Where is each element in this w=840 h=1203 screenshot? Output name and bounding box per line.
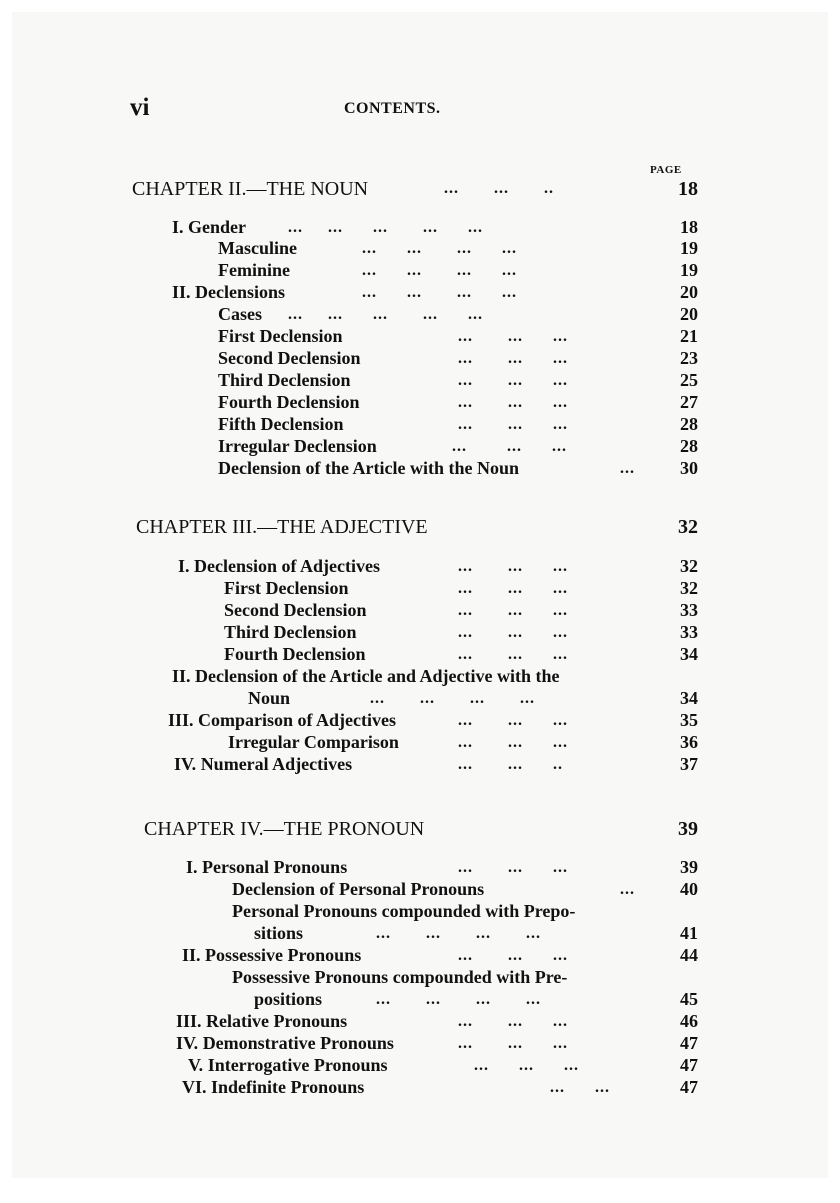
page-number: vi [130, 94, 150, 121]
entry-page: 44 [680, 945, 698, 965]
leader-dots: ... ... ... ... ... [288, 219, 483, 236]
toc-entry: Second Declension [224, 600, 367, 620]
toc-entry-continuation: positions [254, 989, 323, 1009]
toc-entry: First Declension [224, 578, 349, 598]
leader-dots: ... ... ... ... [376, 925, 541, 942]
toc-entry: Irregular Comparison [228, 732, 399, 752]
toc-entry: Irregular Declension [218, 436, 377, 456]
entry-page: 27 [680, 392, 698, 412]
leader-dots: ... ... ... [474, 1057, 579, 1074]
toc-entry: Masculine [218, 238, 297, 258]
leader-dots: ... ... ... ... [362, 240, 517, 257]
entry-page: 37 [680, 754, 698, 774]
toc-entry: Fourth Declension [218, 392, 360, 412]
toc-entry: Possessive Pronouns compounded with Pre- [232, 967, 568, 987]
toc-entry: II. Possessive Pronouns [182, 945, 362, 965]
page-column-label: PAGE [650, 164, 682, 176]
toc-entry: Third Declension [224, 622, 357, 642]
toc-entry-continuation: sitions [254, 923, 304, 943]
entry-page: 47 [680, 1055, 698, 1075]
leader-dots: ... ... ... ... [362, 262, 517, 279]
leader-dots: ... ... ... [458, 859, 568, 876]
entry-page: 33 [680, 600, 698, 620]
entry-page: 28 [680, 436, 698, 456]
toc-entry: Declension of the Article with the Noun [218, 458, 519, 478]
toc-entry: I. Gender [172, 217, 247, 237]
book-page [12, 12, 828, 1178]
entry-page: 46 [680, 1011, 698, 1031]
toc-entry: Third Declension [218, 370, 351, 390]
leader-dots: ... ... ... [452, 438, 567, 455]
leader-dots: ... ... .. [458, 756, 563, 773]
entry-page: 41 [680, 923, 698, 943]
toc-entry: Personal Pronouns compounded with Prepo- [232, 901, 576, 921]
toc-entry: VI. Indefinite Pronouns [182, 1077, 365, 1097]
entry-page: 28 [680, 414, 698, 434]
entry-page: 20 [680, 282, 698, 302]
leader-dots: ... ... ... [458, 558, 568, 575]
leader-dots: ... [620, 460, 635, 477]
entry-page: 33 [680, 622, 698, 642]
entry-page: 18 [680, 217, 698, 237]
entry-page: 32 [680, 556, 698, 576]
entry-page: 36 [680, 732, 698, 752]
leader-dots: ... ... ... ... ... [288, 306, 483, 323]
entry-page: 34 [680, 688, 698, 708]
chapter-page: 32 [678, 516, 698, 538]
leader-dots: ... [620, 881, 635, 898]
chapter-page: 18 [678, 178, 698, 200]
chapter-heading: CHAPTER II.—THE NOUN [132, 178, 369, 200]
entry-page: 35 [680, 710, 698, 730]
toc-entry: I. Declension of Adjectives [178, 556, 380, 576]
leader-dots: ... ... ... [458, 646, 568, 663]
entry-page: 23 [680, 348, 698, 368]
leader-dots: ... ... ... [458, 350, 568, 367]
running-head: CONTENTS. [344, 100, 441, 117]
leader-dots: ... ... ... [458, 394, 568, 411]
entry-page: 39 [680, 857, 698, 877]
entry-page: 19 [680, 238, 698, 258]
leader-dots: ... ... ... [458, 734, 568, 751]
chapter-page: 39 [678, 818, 698, 840]
toc-entry: Fifth Declension [218, 414, 344, 434]
entry-page: 30 [680, 458, 698, 478]
toc-entry: First Declension [218, 326, 343, 346]
leader-dots: ... ... [550, 1079, 610, 1096]
leader-dots: ... ... ... [458, 580, 568, 597]
entry-page: 20 [680, 304, 698, 324]
toc-entry: Second Declension [218, 348, 361, 368]
toc-entry: I. Personal Pronouns [186, 857, 348, 877]
entry-page: 40 [680, 879, 698, 899]
toc-entry: Feminine [218, 260, 290, 280]
leader-dots: ... ... ... ... [376, 991, 541, 1008]
leader-dots: ... ... ... ... [362, 284, 517, 301]
leader-dots: ... ... ... [458, 416, 568, 433]
toc-entry: IV. Demonstrative Pronouns [176, 1033, 394, 1053]
toc-entry: Fourth Declension [224, 644, 366, 664]
entry-page: 25 [680, 370, 698, 390]
leader-dots: ... ... ... [458, 1013, 568, 1030]
chapter-heading: CHAPTER IV.—THE PRONOUN [144, 818, 425, 840]
toc-entry: IV. Numeral Adjectives [174, 754, 353, 774]
entry-page: 45 [680, 989, 698, 1009]
toc-entry: III. Comparison of Adjectives [168, 710, 396, 730]
chapter-heading: CHAPTER III.—THE ADJECTIVE [136, 516, 428, 538]
toc-entry: V. Interrogative Pronouns [188, 1055, 388, 1075]
entry-page: 47 [680, 1077, 698, 1097]
leader-dots: ... ... ... [458, 712, 568, 729]
toc-entry: III. Relative Pronouns [176, 1011, 348, 1031]
toc-entry-continuation: Noun [248, 688, 291, 708]
leader-dots: ... ... ... [458, 624, 568, 641]
toc-entry: Declension of Personal Pronouns [232, 879, 485, 899]
entry-page: 47 [680, 1033, 698, 1053]
leader-dots: ... ... ... [458, 328, 568, 345]
toc-entry: II. Declension of the Article and Adjective with the [172, 666, 560, 686]
entry-page: 34 [680, 644, 698, 664]
toc-entry: Cases [218, 304, 262, 324]
leader-dots: ... ... .. [444, 180, 554, 197]
entry-page: 32 [680, 578, 698, 598]
leader-dots: ... ... ... [458, 947, 568, 964]
leader-dots: ... ... ... ... [370, 690, 535, 707]
leader-dots: ... ... ... [458, 372, 568, 389]
leader-dots: ... ... ... [458, 602, 568, 619]
entry-page: 21 [680, 326, 698, 346]
leader-dots: ... ... ... [458, 1035, 568, 1052]
entry-page: 19 [680, 260, 698, 280]
toc-entry: II. Declensions [172, 282, 286, 302]
